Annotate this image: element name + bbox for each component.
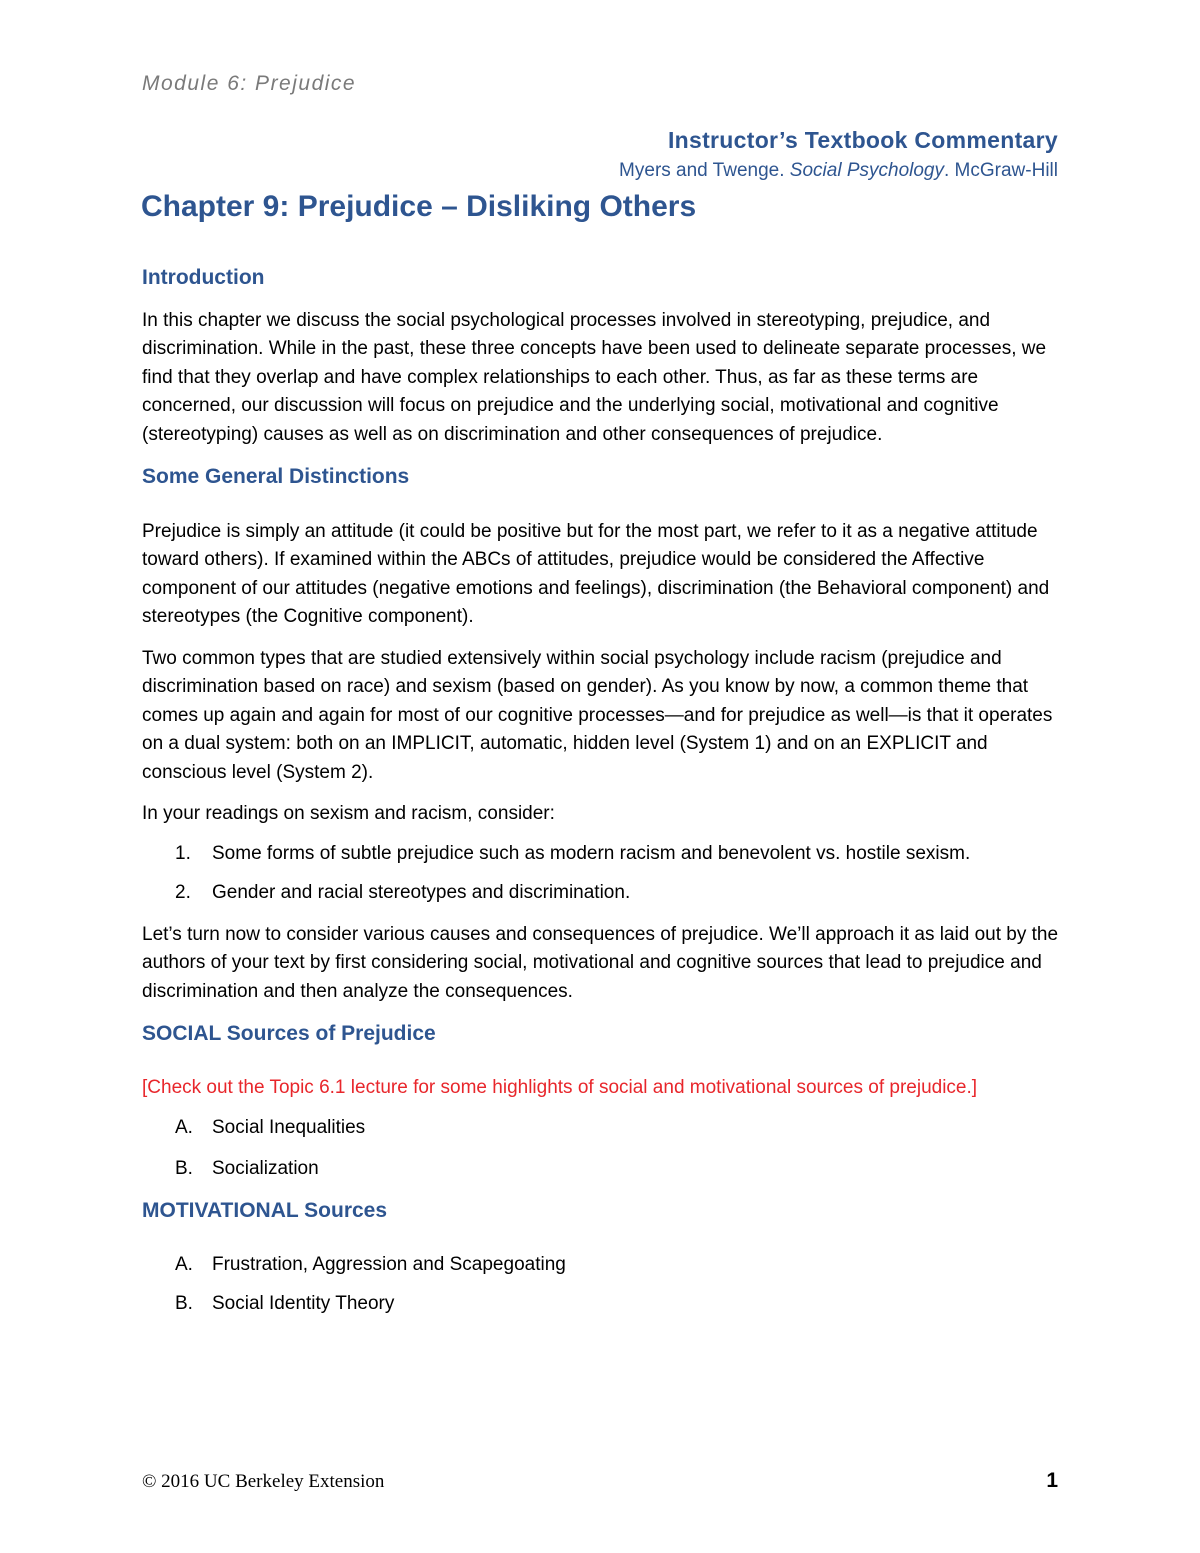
list-item-text: Gender and racial stereotypes and discrimination. <box>212 882 631 903</box>
page-number: 1 <box>1046 1469 1058 1492</box>
distinctions-paragraph-3: In your readings on sexism and racism, consider: <box>142 803 555 824</box>
list-marker: B. <box>175 1157 193 1179</box>
source-authors: Myers and Twenge. <box>619 160 785 181</box>
list-item <box>142 879 1062 908</box>
list-item-text: Social Identity Theory <box>212 1293 395 1314</box>
list-item <box>142 1114 1062 1143</box>
source-publisher: . McGraw-Hill <box>944 160 1058 181</box>
motivational-heading: MOTIVATIONAL Sources <box>142 1199 388 1222</box>
module-header: Module 6: Prejudice <box>142 72 357 95</box>
social-sources-list <box>142 1114 1062 1183</box>
list-item-text: Some forms of subtle prejudice such as modern racism and benevolent vs. hostile sexism. <box>212 842 971 864</box>
list-marker: A. <box>175 1253 193 1275</box>
lecture-note: [Check out the Topic 6.1 lecture for some highlights of social and motivational sources of prejudice.] <box>142 1076 978 1098</box>
list-item-text: Frustration, Aggression and Scapegoating <box>212 1253 566 1275</box>
list-item-text: Socialization <box>212 1157 319 1179</box>
list-item-text: Social Inequalities <box>212 1117 366 1138</box>
list-marker: 1. <box>175 842 191 864</box>
list-item <box>142 1251 1062 1280</box>
list-item <box>142 1290 1062 1319</box>
distinctions-paragraph-4: Let’s turn now to consider various causes and consequences of prejudice. We’ll approach it as laid out by the authors of your text by first considering social, motivational and cognitive sources that lead to prejudice and discrimination and then analyze the consequences. <box>142 923 1059 1002</box>
list-item <box>142 840 1062 869</box>
intro-paragraph: In this chapter we discuss the social psychological processes involved in stereotyping, prejudice, and discrimination. While in the past, these three concepts have been used to delineate separate processes, we find that they overlap and have complex relationships to each other. Thus, as far as these terms are concerned, our discussion will focus on prejudice and the underlying social, motivational and cognitive (stereotyping) causes as well as on discrimination and other consequences of prejudice. <box>142 309 1047 445</box>
motivational-sources-list <box>142 1251 1062 1319</box>
list-marker: B. <box>175 1293 193 1314</box>
distinctions-paragraph-1: Prejudice is simply an attitude (it could be positive but for the most part, we refer to it as a negative attitude toward others). If examined within the ABCs of attitudes, prejudice would be considered the Affective component of our attitudes (negative emotions and feelings), discrimination (the Behavioral component) and stereotypes (the Cognitive component). <box>142 520 1050 627</box>
list-marker: 2. <box>175 882 191 903</box>
document-body <box>142 264 1062 1319</box>
source-book-title: Social Psychology <box>789 160 944 181</box>
list-marker: A. <box>175 1117 193 1138</box>
chapter-title: Chapter 9: Prejudice – Disliking Others <box>141 190 697 223</box>
social-heading: SOCIAL Sources of Prejudice <box>142 1022 436 1045</box>
intro-heading: Introduction <box>142 266 265 289</box>
source-citation <box>619 160 1058 182</box>
considerations-list <box>142 840 1062 908</box>
footer-copyright: © 2016 UC Berkeley Extension <box>142 1471 385 1492</box>
distinctions-paragraph-2: Two common types that are studied extensively within social psychology include racism (prejudice and discrimination based on race) and sexism (based on gender). As you know by now, a common theme that comes up again and again for most of our cognitive processes—and for prejudice as well—is that it operates on a dual system: both on an IMPLICIT, automatic, hidden level (System 1) and on an EXPLICIT and conscious level (System 2). <box>142 647 1053 783</box>
list-item <box>142 1155 1062 1184</box>
distinctions-heading: Some General Distinctions <box>142 465 410 488</box>
commentary-title: Instructor’s Textbook Commentary <box>667 127 1058 153</box>
